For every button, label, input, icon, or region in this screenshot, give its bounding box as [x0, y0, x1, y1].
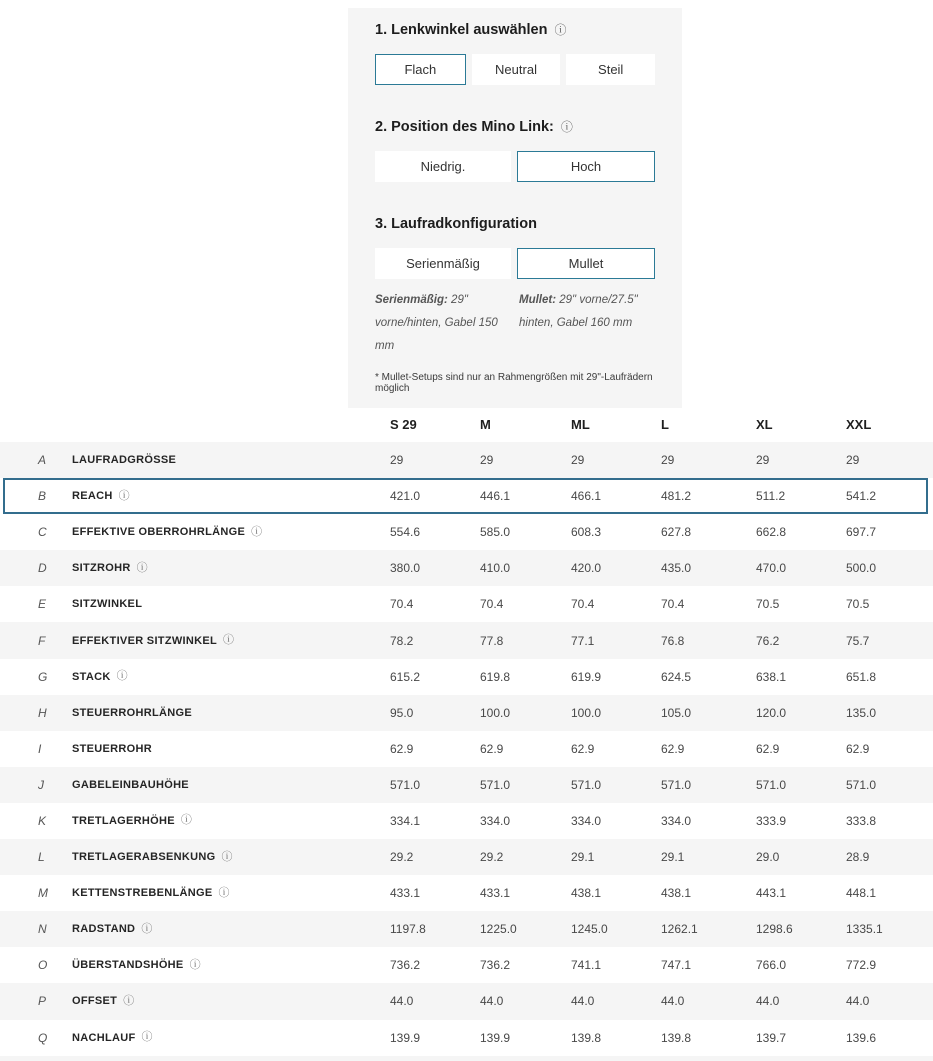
row-label [72, 959, 390, 971]
row-label-text: ÜBERSTANDSHÖHE [72, 959, 184, 972]
row-value: 75.7 [846, 633, 870, 648]
row-value: 62.9 [846, 741, 870, 756]
row-letter: O [38, 958, 48, 973]
row-value: 333.9 [756, 813, 787, 828]
row-value: 62.9 [390, 741, 414, 756]
table-row-nachlauf[interactable] [0, 1020, 933, 1056]
row-value: 627.8 [661, 525, 692, 540]
row-value: 334.0 [480, 813, 511, 828]
row-letter: B [38, 489, 47, 504]
column-header-ml: ML [571, 416, 590, 432]
column-header-s-29: S 29 [390, 416, 417, 432]
row-label [72, 923, 390, 935]
row-value: 29 [571, 453, 585, 468]
description-text: 29" vorne/27.5" hinten, Gabel 160 mm [519, 294, 638, 329]
option-group-2 [375, 151, 655, 182]
row-value: 139.8 [661, 1030, 692, 1045]
table-row-reach[interactable] [0, 478, 933, 514]
row-label-text: STEUERROHR [72, 742, 153, 755]
row-label [72, 598, 390, 610]
info-icon[interactable]: ⓘ [141, 1031, 153, 1044]
section-title-text: 3. Laufradkonfiguration [375, 216, 537, 232]
table-header-row [0, 400, 933, 442]
section-title-1 [375, 22, 655, 38]
row-letter: K [38, 813, 47, 828]
info-icon[interactable]: ⓘ [116, 670, 128, 683]
row-value: 741.1 [571, 958, 602, 973]
row-value: 29 [756, 453, 770, 468]
row-value: 334.0 [661, 813, 692, 828]
row-value: 29.1 [571, 850, 595, 865]
row-value: 78.2 [390, 633, 414, 648]
row-letter: M [38, 886, 48, 901]
row-value: 139.6 [846, 1030, 877, 1045]
row-value: 139.9 [480, 1030, 511, 1045]
row-value: 571.0 [661, 777, 692, 792]
row-value: 438.1 [571, 886, 602, 901]
row-value: 438.1 [661, 886, 692, 901]
row-value: 1245.0 [571, 922, 608, 937]
row-value: 44.0 [846, 994, 870, 1009]
row-letter: J [38, 777, 44, 792]
table-body [0, 442, 933, 1056]
row-value: 541.2 [846, 489, 877, 504]
row-letter: G [38, 669, 48, 684]
row-value: 100.0 [571, 705, 602, 720]
table-row-radstand[interactable] [0, 911, 933, 947]
description-text: 29" vorne/hinten, Gabel 150 mm [375, 294, 498, 352]
table-row-tretlagerabsenkung[interactable] [0, 839, 933, 875]
row-value: 585.0 [480, 525, 511, 540]
row-value: 554.6 [390, 525, 421, 540]
row-value: 100.0 [480, 705, 511, 720]
description-lead: Serienmäßig: [375, 294, 448, 306]
row-value: 433.1 [480, 886, 511, 901]
row-value: 511.2 [756, 489, 786, 504]
row-label-text: STACK [72, 670, 111, 683]
row-value: 77.8 [480, 633, 504, 648]
row-value: 500.0 [846, 561, 877, 576]
row-value: 1335.1 [846, 922, 883, 937]
row-value: 619.9 [571, 669, 602, 684]
row-value: 135.0 [846, 705, 877, 720]
column-header-xl: XL [756, 416, 773, 432]
row-value: 95.0 [390, 705, 414, 720]
row-value: 446.1 [480, 489, 511, 504]
row-value: 651.8 [846, 669, 877, 684]
row-value: 571.0 [480, 777, 511, 792]
row-label [72, 562, 390, 574]
option-button-mullet[interactable]: Mullet [517, 248, 655, 279]
row-value: 44.0 [390, 994, 414, 1009]
row-value: 466.1 [571, 489, 602, 504]
row-value: 70.4 [480, 597, 504, 612]
row-label-text: NACHLAUF [72, 1031, 136, 1044]
row-value: 470.0 [756, 561, 787, 576]
row-value: 662.8 [756, 525, 787, 540]
row-value: 410.0 [480, 561, 511, 576]
row-letter: H [38, 705, 47, 720]
column-header-m: M [480, 416, 491, 432]
row-label-text: EFFEKTIVER SITZWINKEL [72, 634, 218, 647]
row-value: 139.9 [390, 1030, 421, 1045]
row-value: 77.1 [571, 633, 595, 648]
row-value: 29.2 [390, 850, 414, 865]
row-value: 70.5 [846, 597, 870, 612]
row-value: 29 [846, 453, 860, 468]
row-value: 44.0 [571, 994, 595, 1009]
row-label [72, 887, 390, 899]
row-value: 62.9 [571, 741, 595, 756]
row-label-text: EFFEKTIVE OBERROHRLÄNGE [72, 526, 246, 539]
table-row-stack[interactable] [0, 659, 933, 695]
row-value: 772.9 [846, 958, 877, 973]
row-value: 70.5 [756, 597, 780, 612]
info-icon[interactable]: ⓘ [118, 489, 130, 502]
row-value: 571.0 [390, 777, 421, 792]
geometry-table [0, 400, 933, 1061]
row-label-text: TRETLAGERHÖHE [72, 814, 175, 827]
row-label [72, 671, 390, 683]
row-value: 736.2 [390, 958, 421, 973]
row-value: 334.1 [390, 813, 421, 828]
table-row-steuerrohrl-nge[interactable] [0, 695, 933, 731]
row-label [72, 635, 390, 647]
row-value: 44.0 [480, 994, 504, 1009]
section-title-text: 2. Position des Mino Link: [375, 119, 554, 135]
row-label-text: GABELEINBAUHÖHE [72, 778, 189, 791]
row-label [72, 995, 390, 1007]
config-sections [375, 22, 655, 358]
row-value: 1197.8 [390, 922, 426, 937]
row-letter: A [38, 453, 47, 468]
row-value: 29.1 [661, 850, 685, 865]
row-label-text: TRETLAGERABSENKUNG [72, 851, 216, 864]
table-row-effektiver-sitzwinkel[interactable] [0, 622, 933, 658]
row-label-text: LAUFRADGRÖSSE [72, 454, 177, 467]
row-value: 443.1 [756, 886, 787, 901]
row-value: 334.0 [571, 813, 602, 828]
row-value: 766.0 [756, 958, 787, 973]
option-button-flach[interactable]: Flach [375, 54, 466, 85]
row-label [72, 851, 390, 863]
row-letter: Q [38, 1030, 48, 1045]
row-letter: C [38, 525, 47, 540]
table-row-gabeleinbauh-he[interactable] [0, 767, 933, 803]
info-icon[interactable]: ⓘ [223, 634, 235, 647]
row-letter: E [38, 597, 47, 612]
row-value: 29 [661, 453, 675, 468]
section-title-text: 1. Lenkwinkel auswählen [375, 22, 548, 38]
info-icon[interactable]: ⓘ [123, 994, 135, 1007]
row-value: 62.9 [480, 741, 504, 756]
row-value: 615.2 [390, 669, 421, 684]
info-icon[interactable]: ⓘ [218, 886, 230, 899]
option-group-1 [375, 54, 655, 85]
description-lead: Mullet: [519, 294, 557, 306]
row-value: 62.9 [661, 741, 685, 756]
row-value: 76.8 [661, 633, 685, 648]
row-value: 697.7 [846, 525, 877, 540]
row-value: 28.9 [846, 850, 870, 865]
row-label [72, 526, 390, 538]
row-label-text: KETTENSTREBENLÄNGE [72, 887, 213, 900]
row-value: 421.0 [390, 489, 421, 504]
table-row-effektive-oberrohrl-nge[interactable] [0, 514, 933, 550]
option-description-serienm-ig [375, 289, 511, 358]
table-row-steuerrohr[interactable] [0, 731, 933, 767]
row-value: 736.2 [480, 958, 511, 973]
row-value: 333.8 [846, 813, 877, 828]
row-label [72, 454, 390, 466]
row-label [72, 779, 390, 791]
row-value: 1298.6 [756, 922, 793, 937]
row-value: 139.7 [756, 1030, 787, 1045]
info-icon[interactable]: ⓘ [221, 850, 233, 863]
row-value: 481.2 [661, 489, 692, 504]
option-button-serienm-ig[interactable]: Serienmäßig [375, 248, 511, 279]
row-label [72, 1032, 390, 1044]
row-value: 105.0 [661, 705, 692, 720]
row-label-text: SITZROHR [72, 562, 131, 575]
row-value: 29 [390, 453, 404, 468]
row-value: 70.4 [390, 597, 414, 612]
row-label-text: SITZWINKEL [72, 598, 143, 611]
row-value: 1225.0 [480, 922, 517, 937]
row-value: 435.0 [661, 561, 692, 576]
table-row-tretlagerh-he[interactable] [0, 803, 933, 839]
row-value: 571.0 [571, 777, 602, 792]
table-row-kettenstrebenl-nge[interactable] [0, 875, 933, 911]
option-group-3 [375, 248, 655, 279]
row-value: 70.4 [661, 597, 685, 612]
row-value: 44.0 [661, 994, 685, 1009]
table-row-sitzrohr[interactable] [0, 550, 933, 586]
info-icon[interactable]: ⓘ [560, 120, 573, 134]
row-label [72, 815, 390, 827]
row-value: 29.0 [756, 850, 780, 865]
row-value: 433.1 [390, 886, 421, 901]
row-value: 44.0 [756, 994, 780, 1009]
row-value: 638.1 [756, 669, 787, 684]
row-value: 571.0 [846, 777, 877, 792]
row-value: 62.9 [756, 741, 780, 756]
row-value: 420.0 [571, 561, 602, 576]
row-value: 608.3 [571, 525, 602, 540]
row-letter: I [38, 741, 42, 756]
info-icon[interactable]: ⓘ [554, 23, 567, 37]
row-value: 747.1 [661, 958, 692, 973]
row-value: 76.2 [756, 633, 780, 648]
row-letter: F [38, 633, 46, 648]
option-description-mullet [519, 289, 655, 358]
row-letter: P [38, 994, 47, 1009]
row-value: 70.4 [571, 597, 595, 612]
geometry-config-panel [348, 8, 682, 408]
table-row-offset[interactable] [0, 983, 933, 1019]
table-row-berstandsh-he[interactable] [0, 947, 933, 983]
table-row-sitzwinkel[interactable] [0, 586, 933, 622]
option-descriptions [375, 289, 655, 358]
row-value: 619.8 [480, 669, 511, 684]
row-label-text: REACH [72, 490, 113, 503]
option-button-hoch[interactable]: Hoch [517, 151, 655, 182]
info-icon[interactable]: ⓘ [180, 814, 193, 827]
row-value: 29.2 [480, 850, 504, 865]
row-value: 624.5 [661, 669, 692, 684]
option-button-neutral[interactable]: Neutral [472, 54, 561, 85]
row-label [72, 707, 390, 719]
row-value: 380.0 [390, 561, 421, 576]
row-letter: L [38, 850, 45, 865]
section-title-3 [375, 216, 655, 232]
mullet-footnote: * Mullet-Setups sind nur an Rahmengrößen mit 29"-Laufrädern möglich [375, 372, 653, 394]
row-value: 571.0 [756, 777, 787, 792]
info-icon[interactable]: ⓘ [251, 525, 263, 538]
option-button-steil[interactable]: Steil [566, 54, 655, 85]
info-icon[interactable]: ⓘ [141, 922, 153, 935]
row-label-text: RADSTAND [72, 923, 136, 936]
row-value: 448.1 [846, 886, 877, 901]
row-label-text: OFFSET [72, 995, 118, 1008]
option-button-niedrig[interactable]: Niedrig. [375, 151, 511, 182]
row-value: 1262.1 [661, 922, 698, 937]
info-icon[interactable]: ⓘ [189, 958, 201, 971]
column-header-l: L [661, 416, 669, 432]
column-header-xxl: XXL [846, 416, 872, 432]
section-title-2 [375, 119, 655, 135]
row-value: 29 [480, 453, 494, 468]
row-label [72, 743, 390, 755]
row-label [72, 490, 390, 502]
row-value: 120.0 [756, 705, 787, 720]
info-icon[interactable]: ⓘ [136, 561, 148, 574]
row-value: 139.8 [571, 1030, 602, 1045]
row-letter: D [38, 561, 47, 576]
row-label-text: STEUERROHRLÄNGE [72, 706, 193, 719]
row-letter: N [38, 922, 47, 937]
table-row-laufradgr-sse[interactable] [0, 442, 933, 478]
